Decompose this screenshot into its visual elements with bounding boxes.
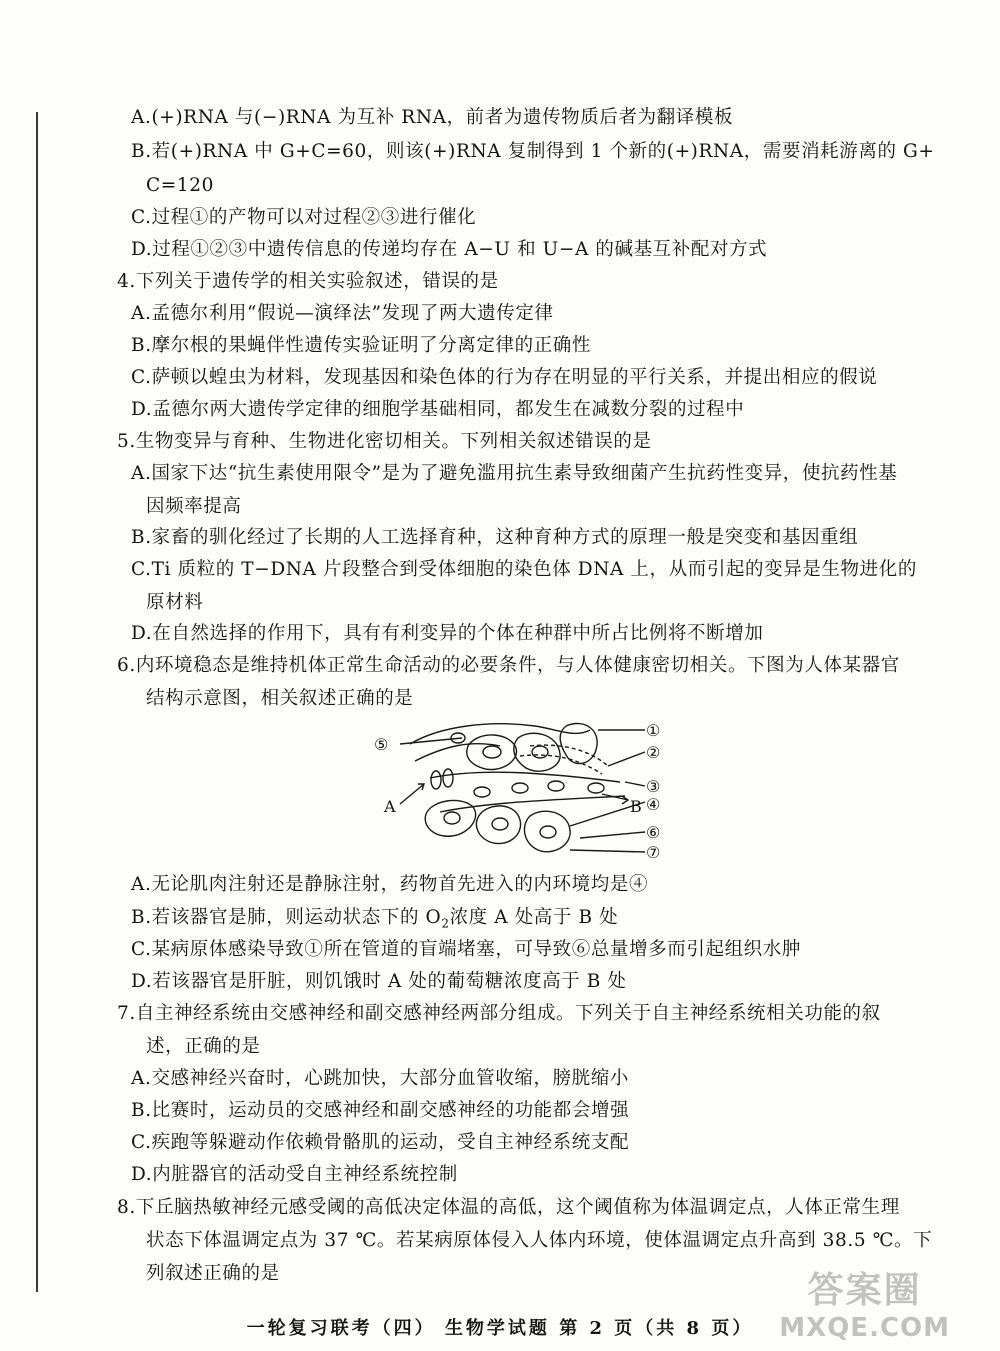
option-7c: C.疾跑等躲避动作依赖骨骼肌的运动，受自主神经系统支配 xyxy=(131,1132,630,1153)
question-6-cont: 结构示意图，相关叙述正确的是 xyxy=(146,688,414,709)
label-6: ⑥ xyxy=(646,823,661,842)
option-6b: B.若该器官是肺，则运动状态下的 $O_2$浓度 A 处高于 B 处 xyxy=(131,907,619,931)
option-6c: C.某病原体感染导致①所在管道的盲端堵塞，可导致⑥总量增多而引起组织水肿 xyxy=(131,939,801,960)
pointer-6 xyxy=(580,832,645,838)
blood-cell xyxy=(431,771,441,789)
tissue-cell xyxy=(425,800,475,836)
arrow-a xyxy=(400,784,424,804)
tissue-cell xyxy=(467,735,517,770)
option-5a: A.国家下达“抗生素使用限令”是为了避免滥用抗生素导致细菌产生抗药性变异，使抗药性基 xyxy=(131,463,898,484)
pointer-3 xyxy=(625,782,645,786)
option-3a: A.(+)RNA 与(−)RNA 为互补 RNA，前者为遗传物质后者为翻译模板 xyxy=(131,107,734,128)
option-5c-cont: 原材料 xyxy=(146,592,204,613)
option-7d: D.内脏器官的活动受自主神经系统控制 xyxy=(131,1164,458,1185)
option-4b: B.摩尔根的果蝇伴性遗传实验证明了分离定律的正确性 xyxy=(131,335,591,356)
option-3d: D.过程①②③中遗传信息的传递均存在 A−U 和 U−A 的碱基互补配对方式 xyxy=(131,239,768,260)
blood-cell xyxy=(548,781,564,791)
option-7a: A.交感神经兴奋时，心跳加快，大部分血管收缩，膀胱缩小 xyxy=(131,1068,629,1089)
cell-nucleus xyxy=(540,826,556,838)
question-5: 5.生物变异与育种、生物进化密切相关。下列相关叙述错误的是 xyxy=(117,431,652,452)
label-3: ③ xyxy=(646,777,661,796)
label-b: B xyxy=(630,797,642,816)
question-8: 8.下丘脑热敏神经元感受阈的高低决定体温的高低，这个阈值称为体温调定点，人体正常生理 xyxy=(117,1197,900,1218)
label-1: ① xyxy=(646,721,661,740)
option-5d: D.在自然选择的作用下，具有有利变异的个体在种群中所占比例将不断增加 xyxy=(131,623,764,644)
label-7: ⑦ xyxy=(646,843,661,862)
question-8-cont: 状态下体温调定点为 37 ℃。若某病原体侵入人体内环境，使体温调定点升高到 38.5 ℃。下 xyxy=(146,1230,933,1251)
capillary-lower-wall xyxy=(440,796,625,812)
option-5c: C.Ti 质粒的 T−DNA 片段整合到受体细胞的染色体 DNA 上，从而引起的变异是生物进化的 xyxy=(131,559,917,580)
option-3c: C.过程①的产物可以对过程②③进行催化 xyxy=(131,207,477,228)
pointer-2 xyxy=(608,752,645,766)
option-3b: B.若(+)RNA 中 G+C=60，则该(+)RNA 复制得到 1 个新的(+)RNA，需要消耗游离的 G+ xyxy=(131,141,935,162)
watermark-logo-text: 答案圈 xyxy=(807,1270,922,1311)
blood-cell xyxy=(443,769,453,787)
question-7-cont: 述，正确的是 xyxy=(146,1036,261,1057)
capillary-upper-wall xyxy=(430,772,620,782)
tissue-cell xyxy=(524,811,570,852)
label-4: ④ xyxy=(646,795,661,814)
label-a: A xyxy=(384,797,396,816)
pointer-7 xyxy=(570,850,645,852)
option-4a: A.孟德尔利用“假说—演绎法”发现了两大遗传定律 xyxy=(131,303,554,324)
option-4d: D.孟德尔两大遗传学定律的细胞学基础相同，都发生在减数分裂的过程中 xyxy=(131,399,745,420)
organ-structure-diagram xyxy=(370,716,670,864)
cell-nucleus xyxy=(492,818,508,830)
option-5b: B.家畜的驯化经过了长期的人工选择育种，这种育种方式的原理一般是突变和基因重组 xyxy=(131,527,859,548)
cell-nucleus xyxy=(532,746,548,758)
blood-cell xyxy=(474,787,490,797)
tissue-cell xyxy=(476,806,520,844)
watermark-url: MXQE.COM xyxy=(779,1313,950,1343)
option-6a: A.无论肌肉注射还是静脉注射，药物首先进入的内环境均是④ xyxy=(131,874,649,895)
blood-cell xyxy=(588,783,604,793)
cell-nucleus xyxy=(483,746,501,758)
question-7: 7.自主神经系统由交感神经和副交感神经两部分组成。下列关于自主神经系统相关功能的叙 xyxy=(117,1003,881,1024)
option-3b-cont: C=120 xyxy=(146,175,214,196)
question-4: 4.下列关于遗传学的相关实验叙述，错误的是 xyxy=(117,271,499,292)
margin-rule xyxy=(36,112,38,1292)
option-5a-cont: 因频率提高 xyxy=(146,496,242,517)
option-4c: C.萨顿以蝗虫为材料，发现基因和染色体的行为存在明显的平行关系，并提出相应的假说 xyxy=(131,367,878,388)
watermark xyxy=(779,1262,950,1343)
question-6: 6.内环境稳态是维持机体正常生命活动的必要条件，与人体健康密切相关。下图为人体某器官 xyxy=(117,655,900,676)
option-6d: D.若该器官是肝脏，则饥饿时 A 处的葡萄糖浓度高于 B 处 xyxy=(131,971,627,992)
option-7b: B.比赛时，运动员的交感神经和副交感神经的功能都会增强 xyxy=(131,1100,630,1121)
tissue-cell xyxy=(514,733,560,771)
label-5: ⑤ xyxy=(374,735,389,754)
cell-nucleus xyxy=(444,812,460,824)
page-footer: 一轮复习联考（四） 生物学试题 第 2 页（共 8 页） xyxy=(246,1318,754,1339)
blood-cell xyxy=(512,783,528,793)
question-8-cont-2: 列叙述正确的是 xyxy=(146,1263,280,1284)
label-2: ② xyxy=(646,743,661,762)
